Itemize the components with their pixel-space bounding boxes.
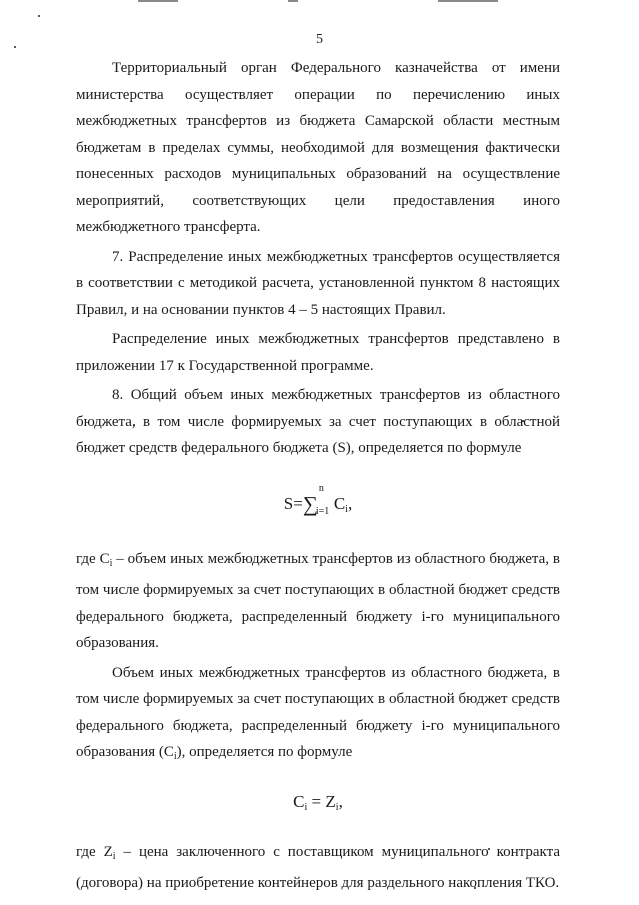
ci-def-sub: i — [109, 557, 113, 569]
ci-volume-end: ), определяется по формуле — [176, 744, 353, 760]
page-number: 5 — [316, 32, 323, 47]
ci-volume-sub: i — [173, 751, 177, 762]
paragraph-ci-definition — [76, 546, 560, 657]
formula-ci-zi — [76, 779, 560, 825]
zi-def-rest: – цена заключенного с поставщиком муниципального контракта (договора) на приобретение контейнеров для раздельного накопления ТКО. — [76, 843, 560, 891]
sum-upper-limit: n — [318, 482, 324, 494]
paragraph-distribution-method: 7. Распределение иных межбюджетных трансфертов осуществляется в соответствии с методикой расчета, установленной пунктом 8 настоящих Правил, и на основании пунктов 4 – 5 настоящих Правил. — [76, 248, 560, 318]
formula-ci-rhs-sub: i — [335, 801, 339, 813]
zi-def-sub: i — [112, 850, 116, 862]
ci-def-rest: – объем иных межбюджетных трансфертов из областного бюджета, в том числе формируемых за счет поступающих в областной бюджет средств федерального бюджета, распределенный бюджету i-го муниципального образования. — [76, 550, 561, 651]
paragraph-zi-definition — [76, 839, 560, 897]
formula-ci-rhs: Z — [325, 791, 336, 811]
sum-lower-limit: i=1 — [315, 505, 330, 517]
zi-def-prefix: где Z — [76, 843, 113, 860]
paragraph-treasury: Территориальный орган Федерального казначейства от имени министерства осуществляет операции по перечислению иных межбюджетных трансфертов из бюджета Самарской области местным бюджетам в пределах суммы, необходимой для возмещения фактически понесенных расходов муниципальных образований на осуществление мероприятий, соответствующих цели предоставления иного межбюджетного трансферта. — [76, 60, 560, 235]
scan-artifact-top-left — [138, 0, 178, 2]
scan-artifact-top-mid — [288, 0, 298, 2]
formula-sum — [76, 478, 560, 530]
paragraph-total-volume: 8. Общий объем иных межбюджетных трансфертов из областного бюджета, в том числе формируемых за счет поступающих в областной бюджет средств федерального бюджета (S), определяется по формуле — [76, 387, 560, 456]
formula-ci-lhs: C — [293, 791, 305, 811]
formula-sum-term: C — [333, 493, 346, 513]
document-body — [76, 55, 560, 897]
sum-limits — [315, 482, 334, 517]
sum-symbol: ∑ — [302, 491, 318, 516]
formula-sum-lhs: S= — [283, 493, 303, 513]
formula-ci-tail: , — [338, 791, 343, 811]
formula-ci-lhs-sub: i — [304, 801, 308, 813]
formula-ci-eq: = — [307, 791, 326, 811]
ci-volume-start: Объем иных межбюджетных трансфертов из областного бюджета, в том числе формируемых за счет поступающих в областной бюджет средств федерального бюджета, распределенный бюджету i-го муниципального образования (C — [76, 664, 560, 760]
paragraph-ci-volume — [76, 660, 560, 771]
scan-artifact-top-right — [438, 0, 498, 2]
formula-sum-tail: , — [347, 493, 353, 513]
formula-sum-term-sub: i — [345, 503, 348, 515]
scan-speck — [38, 15, 40, 17]
paragraph-distribution-appendix: Распределение иных межбюджетных трансфертов представлено в приложении 17 к Государственной программе. — [76, 331, 560, 374]
ci-def-prefix: где C — [76, 550, 110, 567]
